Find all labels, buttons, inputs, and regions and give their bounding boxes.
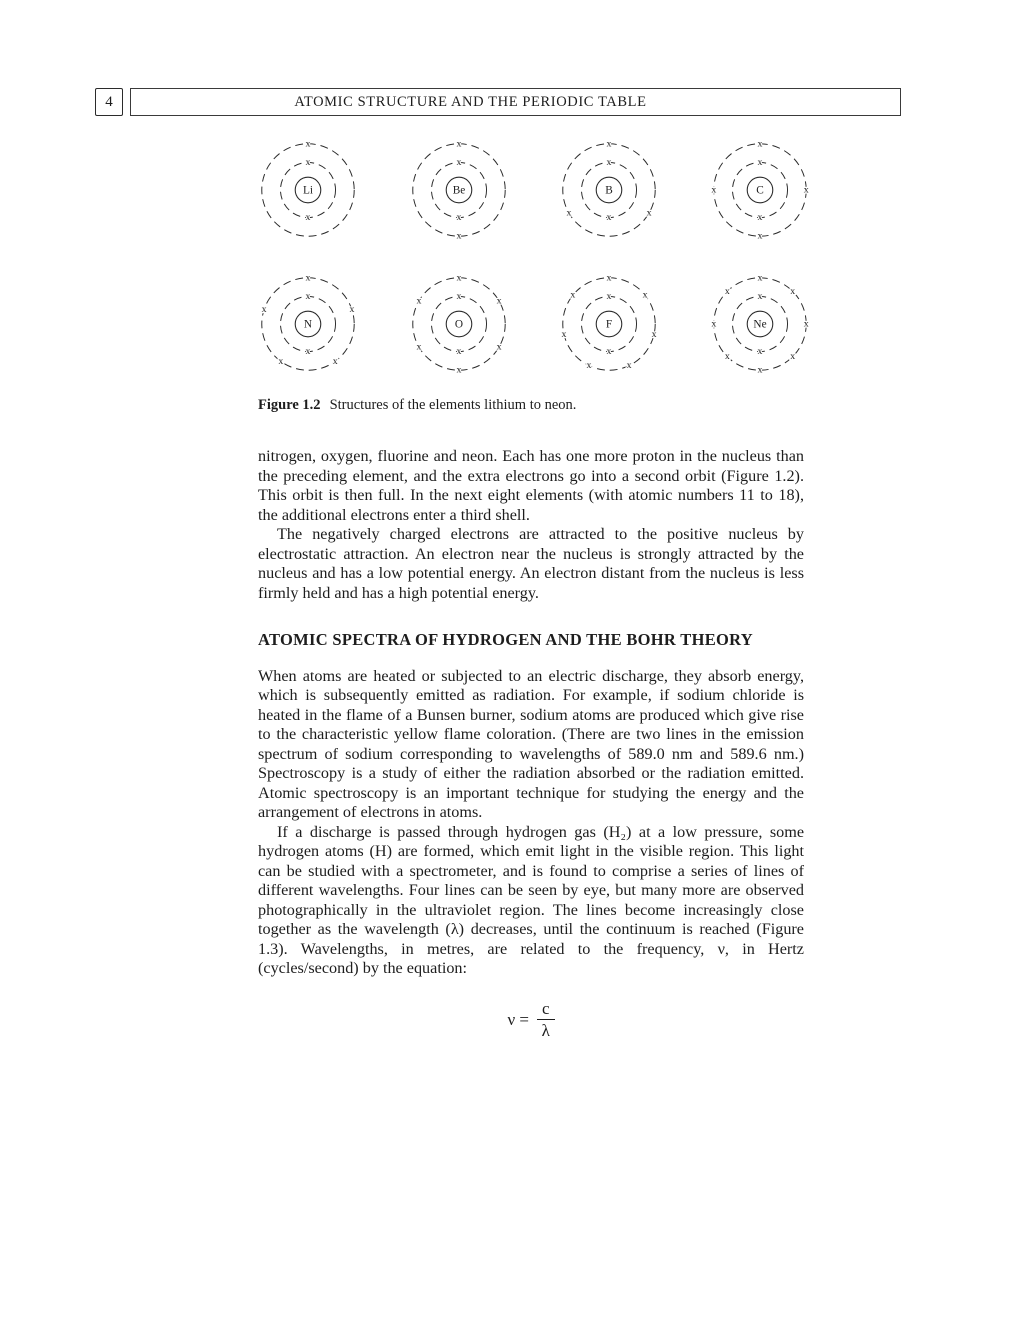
atom-diagram-f — [550, 265, 668, 383]
atom-diagram-c — [701, 131, 819, 249]
electron-mark: x — [561, 328, 567, 340]
atom-diagrams-grid — [248, 131, 820, 383]
electron-mark: x — [606, 272, 612, 284]
electron-mark: x — [305, 346, 311, 358]
electron-mark: x — [278, 355, 284, 367]
electron-mark: x — [496, 341, 502, 353]
electron-mark: x — [803, 318, 809, 330]
electron-mark: x — [305, 212, 311, 224]
element-symbol: O — [454, 318, 463, 331]
header-title-box — [130, 88, 901, 116]
atom-diagram-li — [249, 131, 367, 249]
electron-mark: x — [642, 289, 648, 301]
figure-1-2 — [248, 131, 820, 414]
electron-mark: x — [646, 207, 652, 219]
electron-mark: x — [606, 212, 612, 224]
electron-mark: x — [456, 212, 462, 224]
electron-mark: x — [456, 138, 462, 150]
electron-mark: x — [456, 156, 462, 168]
electron-mark: x — [349, 304, 355, 316]
electron-mark: x — [757, 230, 763, 242]
electron-mark: x — [757, 272, 763, 284]
element-symbol: F — [606, 318, 613, 331]
electron-mark: x — [305, 272, 311, 284]
electron-mark: x — [724, 351, 730, 363]
electron-mark: x — [789, 351, 795, 363]
figure-caption — [258, 397, 820, 414]
element-symbol: Li — [303, 184, 314, 197]
figure-caption-text: Structures of the elements lithium to neon. — [329, 397, 577, 413]
electron-mark: x — [724, 285, 730, 297]
electron-mark: x — [626, 360, 632, 372]
paragraph-nitrogen-oxygen: nitrogen, oxygen, fluorine and neon. Each has one more proton in the nucleus than the preceding element, and the extra electrons go into a second orbit (Figure 1.2). This orbit is then full. In the next eight elements (with atomic numbers 11 to 18), the additional electrons enter a third shell. — [258, 447, 804, 524]
electron-mark: x — [305, 156, 311, 168]
section-heading-atomic-spectra: ATOMIC SPECTRA OF HYDROGEN AND THE BOHR THEORY — [258, 630, 753, 649]
electron-mark: x — [757, 156, 763, 168]
element-symbol: B — [605, 184, 614, 197]
element-symbol: N — [304, 318, 313, 331]
electron-mark: x — [606, 138, 612, 150]
paragraph-atomic-spectra: When atoms are heated or subjected to an electric discharge, they absorb energy, which is subsequently emitted as radiation. For example, if sodium chloride is heated in the flame of a Bunsen burner, sodium atoms are produced which give rise to the characteristic yellow flame coloration. (There are two lines in the emission spectrum of sodium corresponding to wavelengths of 589.0 nm and 589.6 nm.) Spectroscopy is a study of either the radiation absorbed or the radiation emitted. Atomic spectroscopy is an important technique for studying the energy and the arrangement of electrons in atoms. — [258, 666, 804, 821]
figure-caption-label: Figure 1.2 — [258, 397, 321, 413]
electron-mark: x — [757, 138, 763, 150]
electron-mark: x — [566, 207, 572, 219]
electron-mark: x — [456, 230, 462, 242]
equation-lhs: ν = — [507, 1009, 529, 1029]
atom-diagram-n — [249, 265, 367, 383]
electron-mark: x — [456, 272, 462, 284]
frequency-wavelength-equation — [258, 999, 804, 1041]
page-header — [95, 88, 901, 116]
header-title: ATOMIC STRUCTURE AND THE PERIODIC TABLE — [294, 93, 647, 110]
atom-diagram-be — [400, 131, 518, 249]
electron-mark: x — [305, 290, 311, 302]
atom-diagram-ne — [701, 265, 819, 383]
electron-mark: x — [606, 156, 612, 168]
electron-mark: x — [757, 290, 763, 302]
electron-mark: x — [606, 346, 612, 358]
body-text-column — [258, 447, 804, 1041]
atom-diagram-b — [550, 131, 668, 249]
electron-mark: x — [261, 304, 267, 316]
electron-mark: x — [711, 318, 716, 330]
equation-numerator: c — [537, 999, 555, 1021]
electron-mark: x — [456, 364, 462, 376]
electron-mark: x — [757, 364, 763, 376]
page-number: 4 — [95, 88, 123, 116]
paragraph-hydrogen-discharge: If a discharge is passed through hydrogen gas (H₂) at a low pressure, some hydrogen atoms (H) are formed, which emit light in the visible region. This light can be studied with a spectrometer, and is found to comprise a series of lines of different wavelengths. Four lines can be seen by eye, but many more are observed photographically in the ultraviolet region. The lines become increasingly close together as the wavelength (λ) decreases, until the continuum is reached (Figure 1.3). Wavelengths, in metres, are related to the frequency, ν, in Hertz (cycles/second) by the equation: — [258, 822, 804, 977]
element-symbol: Be — [452, 184, 466, 197]
electron-mark: x — [305, 138, 311, 150]
electron-mark: x — [711, 184, 716, 196]
electron-mark: x — [757, 346, 763, 358]
equation-fraction — [537, 999, 555, 1041]
electron-mark: x — [416, 341, 422, 353]
equation-denominator: λ — [541, 1021, 550, 1040]
paragraph-electrostatic-attraction: The negatively charged electrons are attracted to the positive nucleus by electrostatic attraction. An electron near the nucleus is strongly attracted by the nucleus and has a low potential energy. An electron distant from the nucleus is less firmly held and has a high potential energy. — [258, 525, 804, 602]
electron-mark: x — [456, 290, 462, 302]
electron-mark: x — [651, 328, 657, 340]
electron-mark: x — [570, 289, 576, 301]
electron-mark: x — [586, 360, 592, 372]
electron-mark: x — [332, 355, 338, 367]
element-symbol: C — [755, 184, 764, 197]
electron-mark: x — [803, 184, 809, 196]
electron-mark: x — [456, 346, 462, 358]
element-symbol: Ne — [753, 318, 767, 331]
electron-mark: x — [789, 285, 795, 297]
electron-mark: x — [757, 212, 763, 224]
electron-mark: x — [496, 295, 502, 307]
electron-mark: x — [606, 290, 612, 302]
electron-mark: x — [416, 295, 422, 307]
atom-diagram-o — [400, 265, 518, 383]
